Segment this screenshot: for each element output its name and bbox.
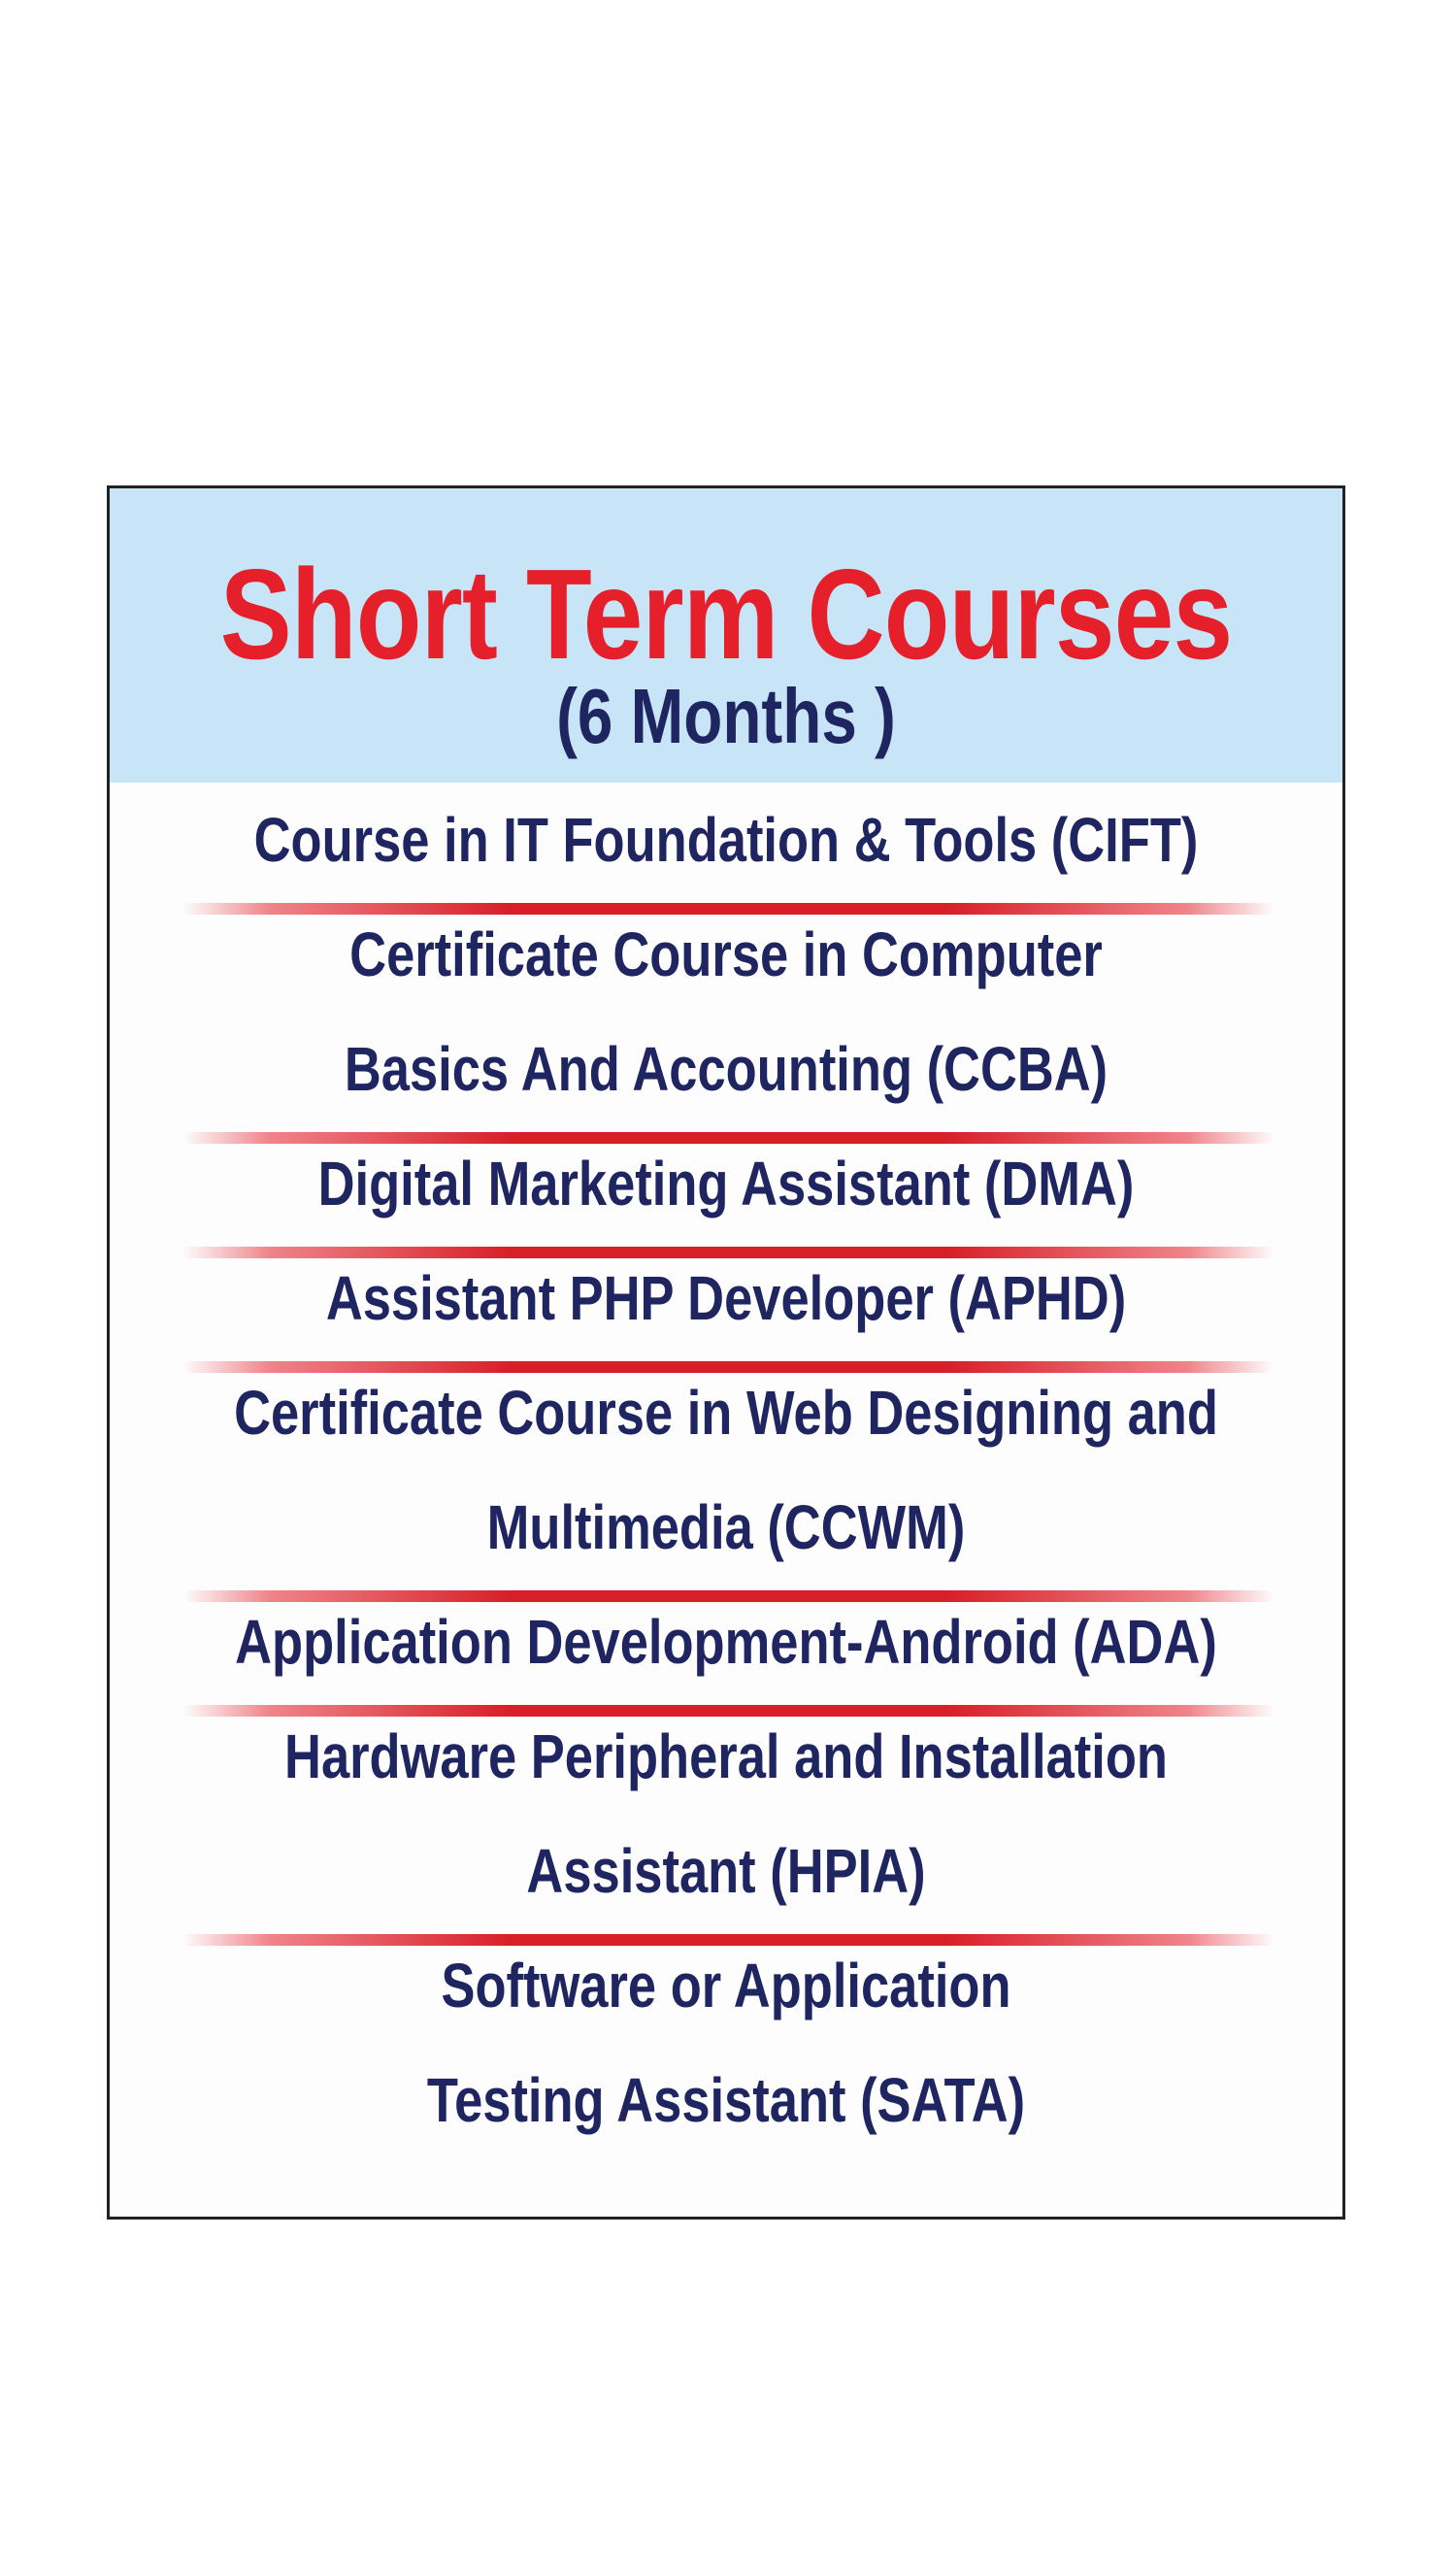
- course-line: Course in IT Foundation & Tools (CIFT): [253, 805, 1199, 875]
- course-item-hpia: [110, 1699, 1342, 1928]
- course-item-ccwm: [110, 1355, 1342, 1585]
- course-line: Hardware Peripheral and Installation: [284, 1721, 1168, 1791]
- course-item-aphd: [110, 1241, 1342, 1355]
- course-line: Certificate Course in Computer: [349, 919, 1103, 989]
- course-item-ccba: [110, 897, 1342, 1126]
- card-header: [110, 488, 1342, 783]
- course-line: Assistant (HPIA): [526, 1836, 926, 1906]
- course-line: Certificate Course in Web Designing and: [234, 1378, 1218, 1448]
- card-subtitle: (6 Months ): [556, 673, 896, 759]
- course-line: Testing Assistant (SATA): [426, 2065, 1026, 2135]
- course-line: Basics And Accounting (CCBA): [344, 1034, 1109, 1104]
- course-line: Assistant PHP Developer (APHD): [325, 1263, 1127, 1333]
- course-item-cift: [110, 783, 1342, 897]
- courses-card: [107, 485, 1345, 2220]
- course-item-sata: [110, 1928, 1342, 2157]
- course-item-ada: [110, 1585, 1342, 1699]
- card-title: Short Term Courses: [219, 543, 1233, 685]
- course-line: Software or Application: [441, 1951, 1011, 2020]
- course-line: Multimedia (CCWM): [486, 1492, 966, 1562]
- course-item-dma: [110, 1126, 1342, 1241]
- course-line: Application Development-Android (ADA): [235, 1607, 1217, 1677]
- course-line: Digital Marketing Assistant (DMA): [317, 1149, 1135, 1219]
